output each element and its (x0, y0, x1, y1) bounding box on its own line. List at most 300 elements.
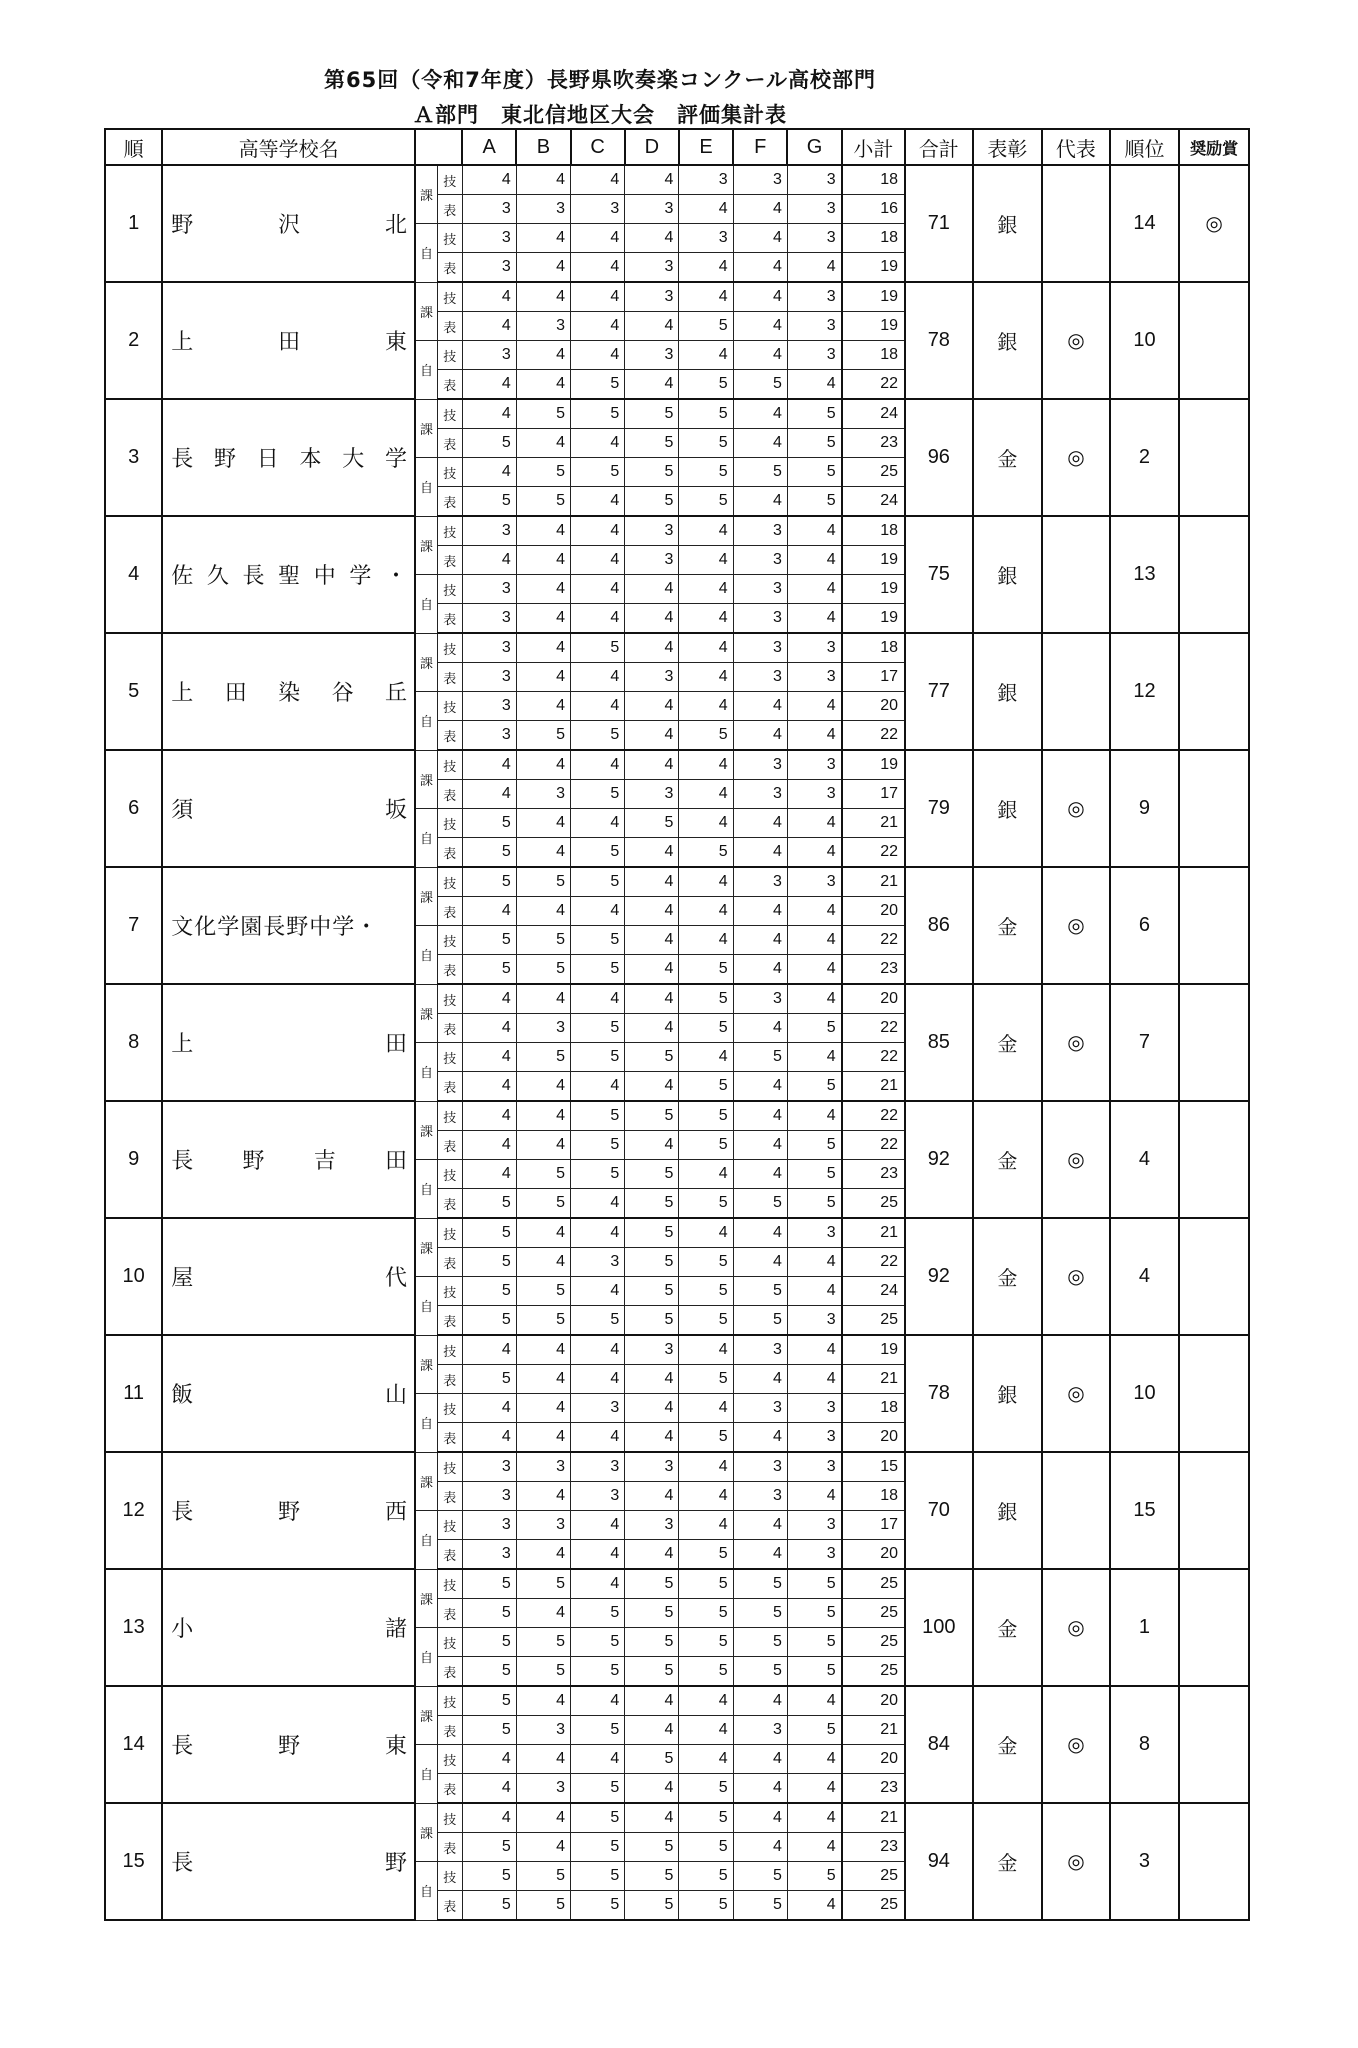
judge-score: 3 (516, 780, 570, 809)
subtotal: 25 (842, 1189, 905, 1219)
school-name-char: 日 (256, 446, 280, 471)
judge-score: 3 (787, 867, 841, 897)
representative: ◎ (1042, 1803, 1110, 1920)
subtotal: 21 (842, 809, 905, 838)
section-assigned: 課 (415, 1452, 438, 1511)
rank: 8 (1110, 1686, 1180, 1803)
representative (1042, 516, 1110, 633)
judge-score: 5 (679, 1833, 733, 1862)
judge-score: 5 (625, 1277, 679, 1306)
judge-score: 5 (679, 1657, 733, 1687)
score-type: 技 (438, 1862, 463, 1891)
judge-score: 4 (733, 1160, 787, 1189)
header-judge-f: F (733, 129, 787, 165)
judge-score: 3 (625, 1452, 679, 1482)
school-name (162, 1335, 415, 1452)
judge-score: 3 (462, 1482, 516, 1511)
judge-score: 5 (462, 1628, 516, 1657)
section-free: 自 (415, 926, 438, 985)
section-free: 自 (415, 458, 438, 517)
judge-score: 5 (571, 1014, 625, 1043)
judge-score: 4 (787, 1891, 841, 1921)
section-free: 自 (415, 1862, 438, 1921)
judge-score: 4 (733, 1774, 787, 1804)
judge-score: 5 (571, 867, 625, 897)
subtotal: 20 (842, 984, 905, 1014)
judge-score: 5 (679, 721, 733, 751)
score-type: 技 (438, 1394, 463, 1423)
score-row (105, 750, 1249, 780)
judge-score: 4 (679, 1335, 733, 1365)
score-type: 表 (438, 312, 463, 341)
title-line-1: 第65回（令和7年度）長野県吹奏楽コンクール高校部門 (324, 68, 876, 92)
header-judge-a: A (462, 129, 516, 165)
award: 銀 (973, 516, 1043, 633)
judge-score: 4 (625, 1686, 679, 1716)
score-row (105, 1452, 1249, 1482)
school-name-char: 野 (214, 446, 238, 471)
judge-score: 5 (571, 1043, 625, 1072)
judge-score: 4 (625, 1540, 679, 1570)
total: 79 (905, 750, 973, 867)
judge-score: 4 (733, 195, 787, 224)
judge-score: 4 (571, 341, 625, 370)
judge-score: 5 (462, 1599, 516, 1628)
judge-score: 4 (679, 1716, 733, 1745)
judge-score: 5 (571, 1803, 625, 1833)
rank: 14 (1110, 165, 1180, 282)
judge-score: 4 (733, 1540, 787, 1570)
school-name-text (163, 1027, 414, 1058)
judge-score: 5 (516, 867, 570, 897)
total: 86 (905, 867, 973, 984)
judge-score: 5 (733, 1306, 787, 1336)
judge-score: 5 (571, 1716, 625, 1745)
judge-score: 5 (679, 1248, 733, 1277)
representative (1042, 165, 1110, 282)
judge-score: 5 (625, 1306, 679, 1336)
judge-score: 5 (733, 1891, 787, 1921)
award: 銀 (973, 282, 1043, 399)
section-free: 自 (415, 341, 438, 400)
judge-score: 4 (516, 341, 570, 370)
judge-score: 4 (516, 1745, 570, 1774)
subtotal: 25 (842, 1891, 905, 1921)
judge-score: 5 (571, 1833, 625, 1862)
encouragement-award (1179, 399, 1249, 516)
judge-score: 5 (571, 926, 625, 955)
judge-score: 5 (679, 1365, 733, 1394)
judge-score: 3 (787, 1423, 841, 1453)
judge-score: 5 (516, 1189, 570, 1219)
judge-score: 4 (625, 897, 679, 926)
judge-score: 4 (679, 1686, 733, 1716)
judge-score: 5 (516, 399, 570, 429)
score-type: 表 (438, 1072, 463, 1102)
judge-score: 5 (625, 429, 679, 458)
judge-score: 4 (516, 1218, 570, 1248)
school-name-text (163, 793, 414, 824)
judge-score: 4 (625, 604, 679, 634)
judge-score: 4 (787, 926, 841, 955)
judge-score: 4 (571, 1365, 625, 1394)
subtotal: 19 (842, 253, 905, 283)
school-name (162, 1803, 415, 1920)
judge-score: 4 (462, 458, 516, 487)
school-name-char: 大 (342, 446, 366, 471)
section-free: 自 (415, 1628, 438, 1687)
header-award: 表彰 (973, 129, 1043, 165)
rank: 10 (1110, 1335, 1180, 1452)
judge-score: 4 (679, 1218, 733, 1248)
rank: 10 (1110, 282, 1180, 399)
judge-score: 3 (462, 575, 516, 604)
subtotal: 19 (842, 312, 905, 341)
judge-score: 4 (462, 1774, 516, 1804)
judge-score: 3 (516, 1774, 570, 1804)
section-assigned: 課 (415, 633, 438, 692)
judge-score: 4 (462, 750, 516, 780)
judge-score: 5 (462, 838, 516, 868)
total: 84 (905, 1686, 973, 1803)
judge-score: 4 (571, 1277, 625, 1306)
judge-score: 4 (625, 312, 679, 341)
score-type: 技 (438, 1511, 463, 1540)
school-name-char: 須 (171, 797, 195, 822)
judge-score: 4 (625, 1423, 679, 1453)
judge-score: 5 (516, 1043, 570, 1072)
header-judge-e: E (679, 129, 733, 165)
subtotal: 22 (842, 1248, 905, 1277)
judge-score: 3 (571, 1394, 625, 1423)
rank: 3 (1110, 1803, 1180, 1920)
school-name-char: 田 (385, 1148, 409, 1173)
judge-score: 4 (733, 1365, 787, 1394)
judge-score: 5 (462, 1862, 516, 1891)
judge-score: 5 (679, 984, 733, 1014)
judge-score: 3 (787, 341, 841, 370)
judge-score: 4 (571, 575, 625, 604)
subtotal: 24 (842, 1277, 905, 1306)
score-type: 表 (438, 955, 463, 985)
judge-score: 5 (733, 370, 787, 400)
score-type: 表 (438, 1833, 463, 1862)
judge-score: 4 (462, 312, 516, 341)
score-type: 表 (438, 897, 463, 926)
judge-score: 4 (516, 370, 570, 400)
judge-score: 5 (625, 1189, 679, 1219)
judge-score: 4 (571, 692, 625, 721)
rank: 15 (1110, 1452, 1180, 1569)
judge-score: 3 (787, 633, 841, 663)
judge-score: 4 (516, 429, 570, 458)
school-name-char: 長 (171, 1733, 195, 1758)
judge-score: 5 (571, 1599, 625, 1628)
judge-score: 4 (462, 1423, 516, 1453)
total: 85 (905, 984, 973, 1101)
judge-score: 3 (625, 663, 679, 692)
judge-score: 3 (679, 165, 733, 195)
school-name-char: 野 (242, 1148, 266, 1173)
section-free: 自 (415, 1394, 438, 1453)
judge-score: 4 (462, 1131, 516, 1160)
score-type: 表 (438, 780, 463, 809)
judge-score: 3 (625, 282, 679, 312)
section-assigned: 課 (415, 165, 438, 224)
entry-number: 13 (105, 1569, 162, 1686)
judge-score: 4 (787, 721, 841, 751)
subtotal: 22 (842, 838, 905, 868)
subtotal: 15 (842, 1452, 905, 1482)
judge-score: 5 (679, 1774, 733, 1804)
school-name-char: 吉 (313, 1148, 337, 1173)
subtotal: 20 (842, 1686, 905, 1716)
score-type: 技 (438, 692, 463, 721)
section-free: 自 (415, 575, 438, 634)
total: 94 (905, 1803, 973, 1920)
judge-score: 5 (625, 809, 679, 838)
judge-score: 3 (733, 1716, 787, 1745)
judge-score: 5 (462, 1218, 516, 1248)
judge-score: 4 (462, 984, 516, 1014)
judge-score: 3 (462, 721, 516, 751)
judge-score: 5 (571, 721, 625, 751)
subtotal: 22 (842, 926, 905, 955)
judge-score: 4 (787, 1686, 841, 1716)
judge-score: 3 (733, 604, 787, 634)
score-type: 表 (438, 1657, 463, 1687)
judge-score: 4 (625, 838, 679, 868)
school-name-char: 文化学園長野中学・ (171, 914, 379, 939)
judge-score: 4 (625, 692, 679, 721)
score-type: 技 (438, 750, 463, 780)
judge-score: 4 (787, 897, 841, 926)
judge-score: 5 (787, 429, 841, 458)
judge-score: 4 (625, 750, 679, 780)
judge-score: 3 (733, 546, 787, 575)
subtotal: 18 (842, 516, 905, 546)
judge-score: 4 (516, 984, 570, 1014)
subtotal: 23 (842, 1774, 905, 1804)
score-type: 表 (438, 663, 463, 692)
score-type: 表 (438, 1482, 463, 1511)
school-name (162, 1686, 415, 1803)
score-type: 技 (438, 984, 463, 1014)
judge-score: 5 (787, 1014, 841, 1043)
school-name-char: 丘 (384, 680, 408, 705)
judge-score: 4 (571, 604, 625, 634)
rank: 2 (1110, 399, 1180, 516)
header-rank: 順位 (1110, 129, 1180, 165)
judge-score: 3 (787, 780, 841, 809)
rank: 9 (1110, 750, 1180, 867)
score-type: 技 (438, 809, 463, 838)
judge-score: 5 (462, 1248, 516, 1277)
section-free: 自 (415, 224, 438, 283)
school-name-char: 野 (278, 1499, 302, 1524)
judge-score: 4 (571, 663, 625, 692)
judge-score: 5 (625, 1248, 679, 1277)
school-name-char: 佐 (171, 563, 195, 588)
award: 銀 (973, 165, 1043, 282)
subtotal: 25 (842, 1862, 905, 1891)
judge-score: 4 (679, 809, 733, 838)
school-name-char: 小 (171, 1616, 195, 1641)
header-judge-c: C (571, 129, 625, 165)
score-type: 技 (438, 926, 463, 955)
total: 78 (905, 1335, 973, 1452)
judge-score: 4 (733, 1423, 787, 1453)
judge-score: 4 (787, 1745, 841, 1774)
judge-score: 3 (625, 1335, 679, 1365)
rank: 4 (1110, 1101, 1180, 1218)
header-blank (415, 129, 462, 165)
school-name-char: 田 (385, 1031, 409, 1056)
encouragement-award (1179, 1335, 1249, 1452)
judge-score: 4 (462, 282, 516, 312)
judge-score: 4 (571, 1218, 625, 1248)
judge-score: 4 (787, 1277, 841, 1306)
judge-score: 4 (733, 253, 787, 283)
judge-score: 3 (516, 1716, 570, 1745)
school-name-char: 学 (384, 446, 408, 471)
judge-score: 3 (625, 253, 679, 283)
total: 77 (905, 633, 973, 750)
judge-score: 4 (625, 575, 679, 604)
total: 78 (905, 282, 973, 399)
judge-score: 3 (787, 750, 841, 780)
score-type: 技 (438, 867, 463, 897)
judge-score: 4 (625, 1072, 679, 1102)
judge-score: 5 (679, 838, 733, 868)
entry-number: 4 (105, 516, 162, 633)
judge-score: 4 (733, 1686, 787, 1716)
judge-score: 4 (462, 1394, 516, 1423)
judge-score: 5 (462, 1306, 516, 1336)
judge-score: 3 (787, 1218, 841, 1248)
score-type: 技 (438, 1628, 463, 1657)
score-row (105, 633, 1249, 663)
judge-score: 3 (787, 195, 841, 224)
total: 71 (905, 165, 973, 282)
judge-score: 3 (787, 663, 841, 692)
header-judge-g: G (787, 129, 841, 165)
encouragement-award (1179, 867, 1249, 984)
judge-score: 4 (733, 282, 787, 312)
judge-score: 4 (571, 984, 625, 1014)
judge-score: 5 (571, 1160, 625, 1189)
subtotal: 23 (842, 955, 905, 985)
school-name-char: 沢 (278, 212, 302, 237)
judge-score: 3 (462, 1511, 516, 1540)
school-name-char: 野 (171, 212, 195, 237)
subtotal: 19 (842, 1335, 905, 1365)
judge-score: 4 (733, 1072, 787, 1102)
judge-score: 5 (733, 1569, 787, 1599)
subtotal: 19 (842, 750, 905, 780)
score-type: 表 (438, 838, 463, 868)
subtotal: 22 (842, 1101, 905, 1131)
subtotal: 25 (842, 1569, 905, 1599)
judge-score: 4 (516, 1803, 570, 1833)
subtotal: 25 (842, 1657, 905, 1687)
subtotal: 18 (842, 1394, 905, 1423)
encouragement-award (1179, 633, 1249, 750)
judge-score: 4 (733, 312, 787, 341)
judge-score: 5 (571, 458, 625, 487)
judge-score: 3 (516, 1452, 570, 1482)
judge-score: 5 (733, 1862, 787, 1891)
judge-score: 5 (733, 1599, 787, 1628)
judge-score: 5 (733, 1189, 787, 1219)
judge-score: 5 (462, 1189, 516, 1219)
judge-score: 4 (516, 1248, 570, 1277)
judge-score: 3 (733, 750, 787, 780)
judge-score: 5 (733, 1043, 787, 1072)
judge-score: 3 (462, 1452, 516, 1482)
subtotal: 21 (842, 1365, 905, 1394)
judge-score: 4 (679, 780, 733, 809)
judge-score: 5 (571, 1657, 625, 1687)
judge-score: 4 (571, 1745, 625, 1774)
school-name (162, 282, 415, 399)
judge-score: 5 (787, 1189, 841, 1219)
judge-score: 4 (787, 984, 841, 1014)
subtotal: 22 (842, 721, 905, 751)
award: 銀 (973, 750, 1043, 867)
judge-score: 5 (516, 1277, 570, 1306)
judge-score: 4 (571, 1189, 625, 1219)
judge-score: 4 (516, 546, 570, 575)
award: 銀 (973, 1335, 1043, 1452)
judge-score: 4 (625, 1014, 679, 1043)
judge-score: 4 (625, 165, 679, 195)
judge-score: 4 (625, 224, 679, 253)
award: 銀 (973, 1452, 1043, 1569)
score-type: 表 (438, 546, 463, 575)
judge-score: 4 (516, 1482, 570, 1511)
score-type: 表 (438, 195, 463, 224)
judge-score: 4 (516, 1833, 570, 1862)
judge-score: 4 (571, 1511, 625, 1540)
entry-number: 8 (105, 984, 162, 1101)
entry-number: 10 (105, 1218, 162, 1335)
score-type: 技 (438, 1569, 463, 1599)
score-type: 表 (438, 1131, 463, 1160)
school-name-char: 飯 (171, 1382, 195, 1407)
judge-score: 3 (462, 604, 516, 634)
school-name (162, 399, 415, 516)
header-no: 順 (105, 129, 162, 165)
judge-score: 4 (733, 1014, 787, 1043)
judge-score: 5 (679, 1599, 733, 1628)
judge-score: 5 (462, 1686, 516, 1716)
judge-score: 5 (571, 1891, 625, 1921)
judge-score: 5 (787, 1072, 841, 1102)
judge-score: 4 (733, 1101, 787, 1131)
judge-score: 5 (679, 1891, 733, 1921)
judge-score: 5 (679, 1423, 733, 1453)
judge-score: 5 (679, 429, 733, 458)
rank: 7 (1110, 984, 1180, 1101)
judge-score: 5 (516, 1891, 570, 1921)
school-name-char: 長 (171, 1148, 195, 1173)
header-total: 合計 (905, 129, 973, 165)
judge-score: 4 (516, 1072, 570, 1102)
section-assigned: 課 (415, 984, 438, 1043)
judge-score: 4 (733, 1511, 787, 1540)
judge-score: 3 (516, 195, 570, 224)
